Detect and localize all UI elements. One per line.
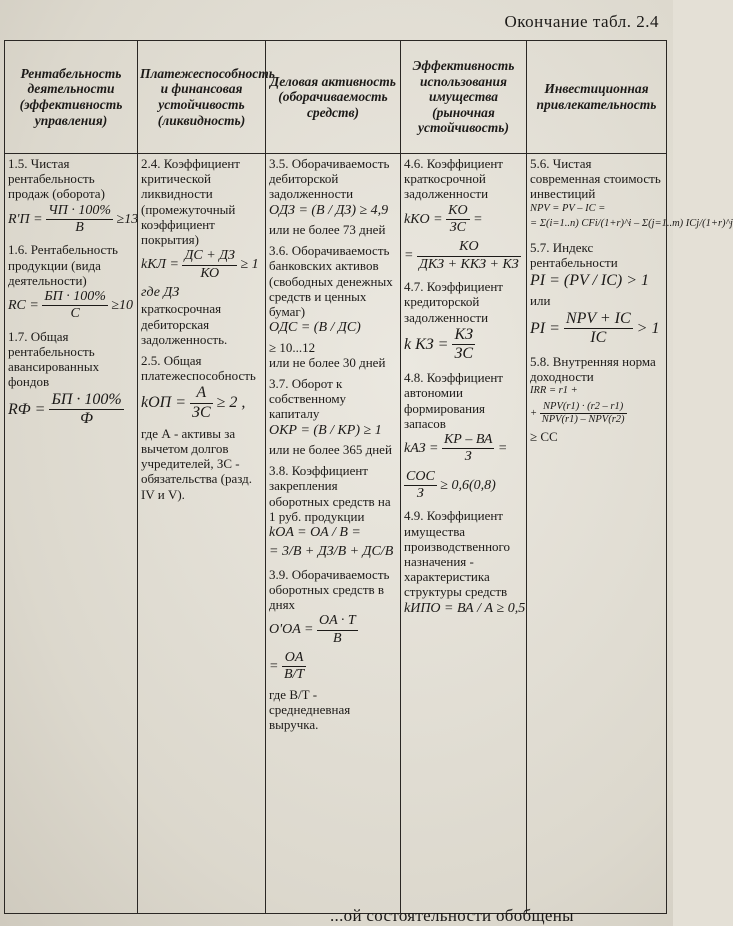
indicator-title: 1.7. Общая рентабельность авансированных фондов [8,328,100,390]
indicator-3-9 [269,567,397,733]
indicator-title: 3.7. Оборот к собственному капиталу [269,375,347,422]
definition-text: где А - активы за вычетом долгов учредителей, ЗС - обязательства (разд. IV и V). [141,425,253,502]
definition-text: краткосрочная дебиторская задолженность. [141,301,228,347]
indicator-3-8 [269,463,397,561]
indicator-title: 3.5. Оборачиваемость дебиторской задолженности [269,156,390,202]
definition-label: где ДЗ [141,284,180,300]
formula-expanded: СОС З ≥ 0,6(0,8) [406,468,496,502]
indicator-title: 2.4. Коэффициент критической ликвидности (промежуточный коэффициент покрытия) [141,156,240,248]
formula: O'OA = $\frac{OA \cdot T}{B}$ [269,613,356,646]
cell-investment [527,154,733,914]
formula: k КЗ = КЗ ЗС [404,325,474,363]
formula-expanded: = Σ(i=1..n) CFi/(1+r)^i – Σ(j=1..m) ICj/(1+r)^j [530,217,733,229]
indicator-2-5 [141,353,262,502]
definition-text: где В/Т - среднедневная выручка. [269,686,351,733]
formula: NPV = PV – IC = [530,202,606,214]
indicator-3-6 [269,243,397,370]
indicator-4-6 [404,156,523,273]
indicator-3-5 [269,156,397,237]
indicator-note: или не более 30 дней [269,354,386,370]
indicator-title: 3.9. Оборачиваемость оборотных средств в днях [269,566,390,613]
cell-profitability [5,154,138,914]
alternative-label: или [530,293,551,309]
continuation-text: ...ой состоятельности обобщены [330,906,574,925]
cell-asset-efficiency [401,154,527,914]
formula-expanded: = $\frac{OA}{B/T}$ [269,650,305,683]
formula-expanded: = 3/В + ДЗ/В + ДС/В [269,544,394,560]
formula-threshold: ≥ CC [530,429,558,445]
indicator-title: 3.6. Оборачиваемость банковских активов (свободных денежных средств и ценных бумаг) [269,243,393,319]
formula: RФ = БП · 100% Ф [8,390,122,428]
formula: kИПО = ВА / А ≥ 0,5 [404,600,526,616]
header-business-activity: Деловая активность (оборачиваемость средств) [266,41,401,154]
indicator-title: 2.5. Общая платежеспособность [141,352,256,384]
formula-expanded: + NPV(r1) · (r2 – r1) NPV(r1) – NPV(r2) [530,400,625,425]
indicator-note: или не более 73 дней [269,221,386,237]
header-profitability: Рентабельность деятельности (эффективность управления) [5,41,138,154]
formula: kKO = KO ЗС = [404,202,483,235]
header-row [5,41,667,154]
indicator-title: 1.5. Чистая рентабельность продаж (оборота) [8,156,105,202]
indicator-title: 4.6. Коэффициент краткосрочной задолженности [404,156,503,202]
formula: kАЗ = КР – ВА З = [404,431,508,465]
indicator-5-8 [530,354,663,444]
formula: R'П = ЧП · 100% В ≥13 [8,202,139,235]
header-solvency: Платежеспособность и финансовая устойчивость (ликвидность) [138,41,266,154]
indicator-2-4 [141,156,262,347]
table-caption: Окончание табл. 2.4 [504,12,659,31]
formula: kКЛ = ДС + ДЗ КО ≥ 1 [141,248,259,281]
indicator-title: 4.9. Коэффициент имущества производственного назначения - характеристика структуры средств [404,508,511,600]
body-row [5,154,667,914]
indicator-title: 5.6. Чистая современная стоимость инвестиций [530,156,661,202]
indicator-title: 3.8. Коэффициент закрепления оборотных средств на 1 руб. продукции [269,463,391,524]
indicator-title: 4.7. Коэффициент кредиторской задолженности [404,279,503,325]
indicator-1-6 [8,242,134,322]
indicator-title: 5.7. Индекс рентабельности [530,240,618,271]
formula: PI = (PV / IC) > 1 [530,271,650,289]
formula-expanded: = KO ДКЗ + ККЗ + КЗ [404,239,519,272]
indicator-title: 1.6. Рентабельность продукции (вида деятельности) [8,242,118,288]
indicator-5-7 [530,240,663,348]
indicator-4-9 [404,508,526,617]
indicator-title: 5.8. Внутренняя норма доходности [530,353,656,385]
formula: kОП = А ЗС ≥ 2 , [141,384,246,422]
header-asset-efficiency: Эффективность использования имущества (рыночная устойчивость) [401,41,527,154]
formula: RC = БП · 100% C ≥10 [8,288,134,322]
cell-business-activity [266,154,401,914]
indicator-5-6 [530,156,733,230]
header-investment: Инвестиционная привлекательность [527,41,667,154]
indicator-title: 4.8. Коэффициент автономии формирования запасов [404,370,503,431]
indicator-table [4,40,733,914]
indicator-1-7 [8,329,134,429]
formula: OДЗ = (В / ДЗ) ≥ 4,9 [269,202,389,218]
formula-alternative: PI = NPV + IC IC > 1 [530,309,660,347]
indicator-4-7 [404,279,523,364]
indicator-4-8 [404,370,523,502]
formula: OКР = (В / КР) ≥ 1 [269,422,382,438]
formula: IRR = r1 + [530,385,578,397]
indicator-3-7 [269,376,397,457]
formula: OДС = (В / ДС) [269,320,361,336]
indicator-1-5 [8,156,139,236]
formula-range: ≥ 10...12 [269,339,316,355]
formula: kOA = OA / B = [269,524,361,540]
cell-solvency [138,154,266,914]
indicator-note: или не более 365 дней [269,441,392,457]
